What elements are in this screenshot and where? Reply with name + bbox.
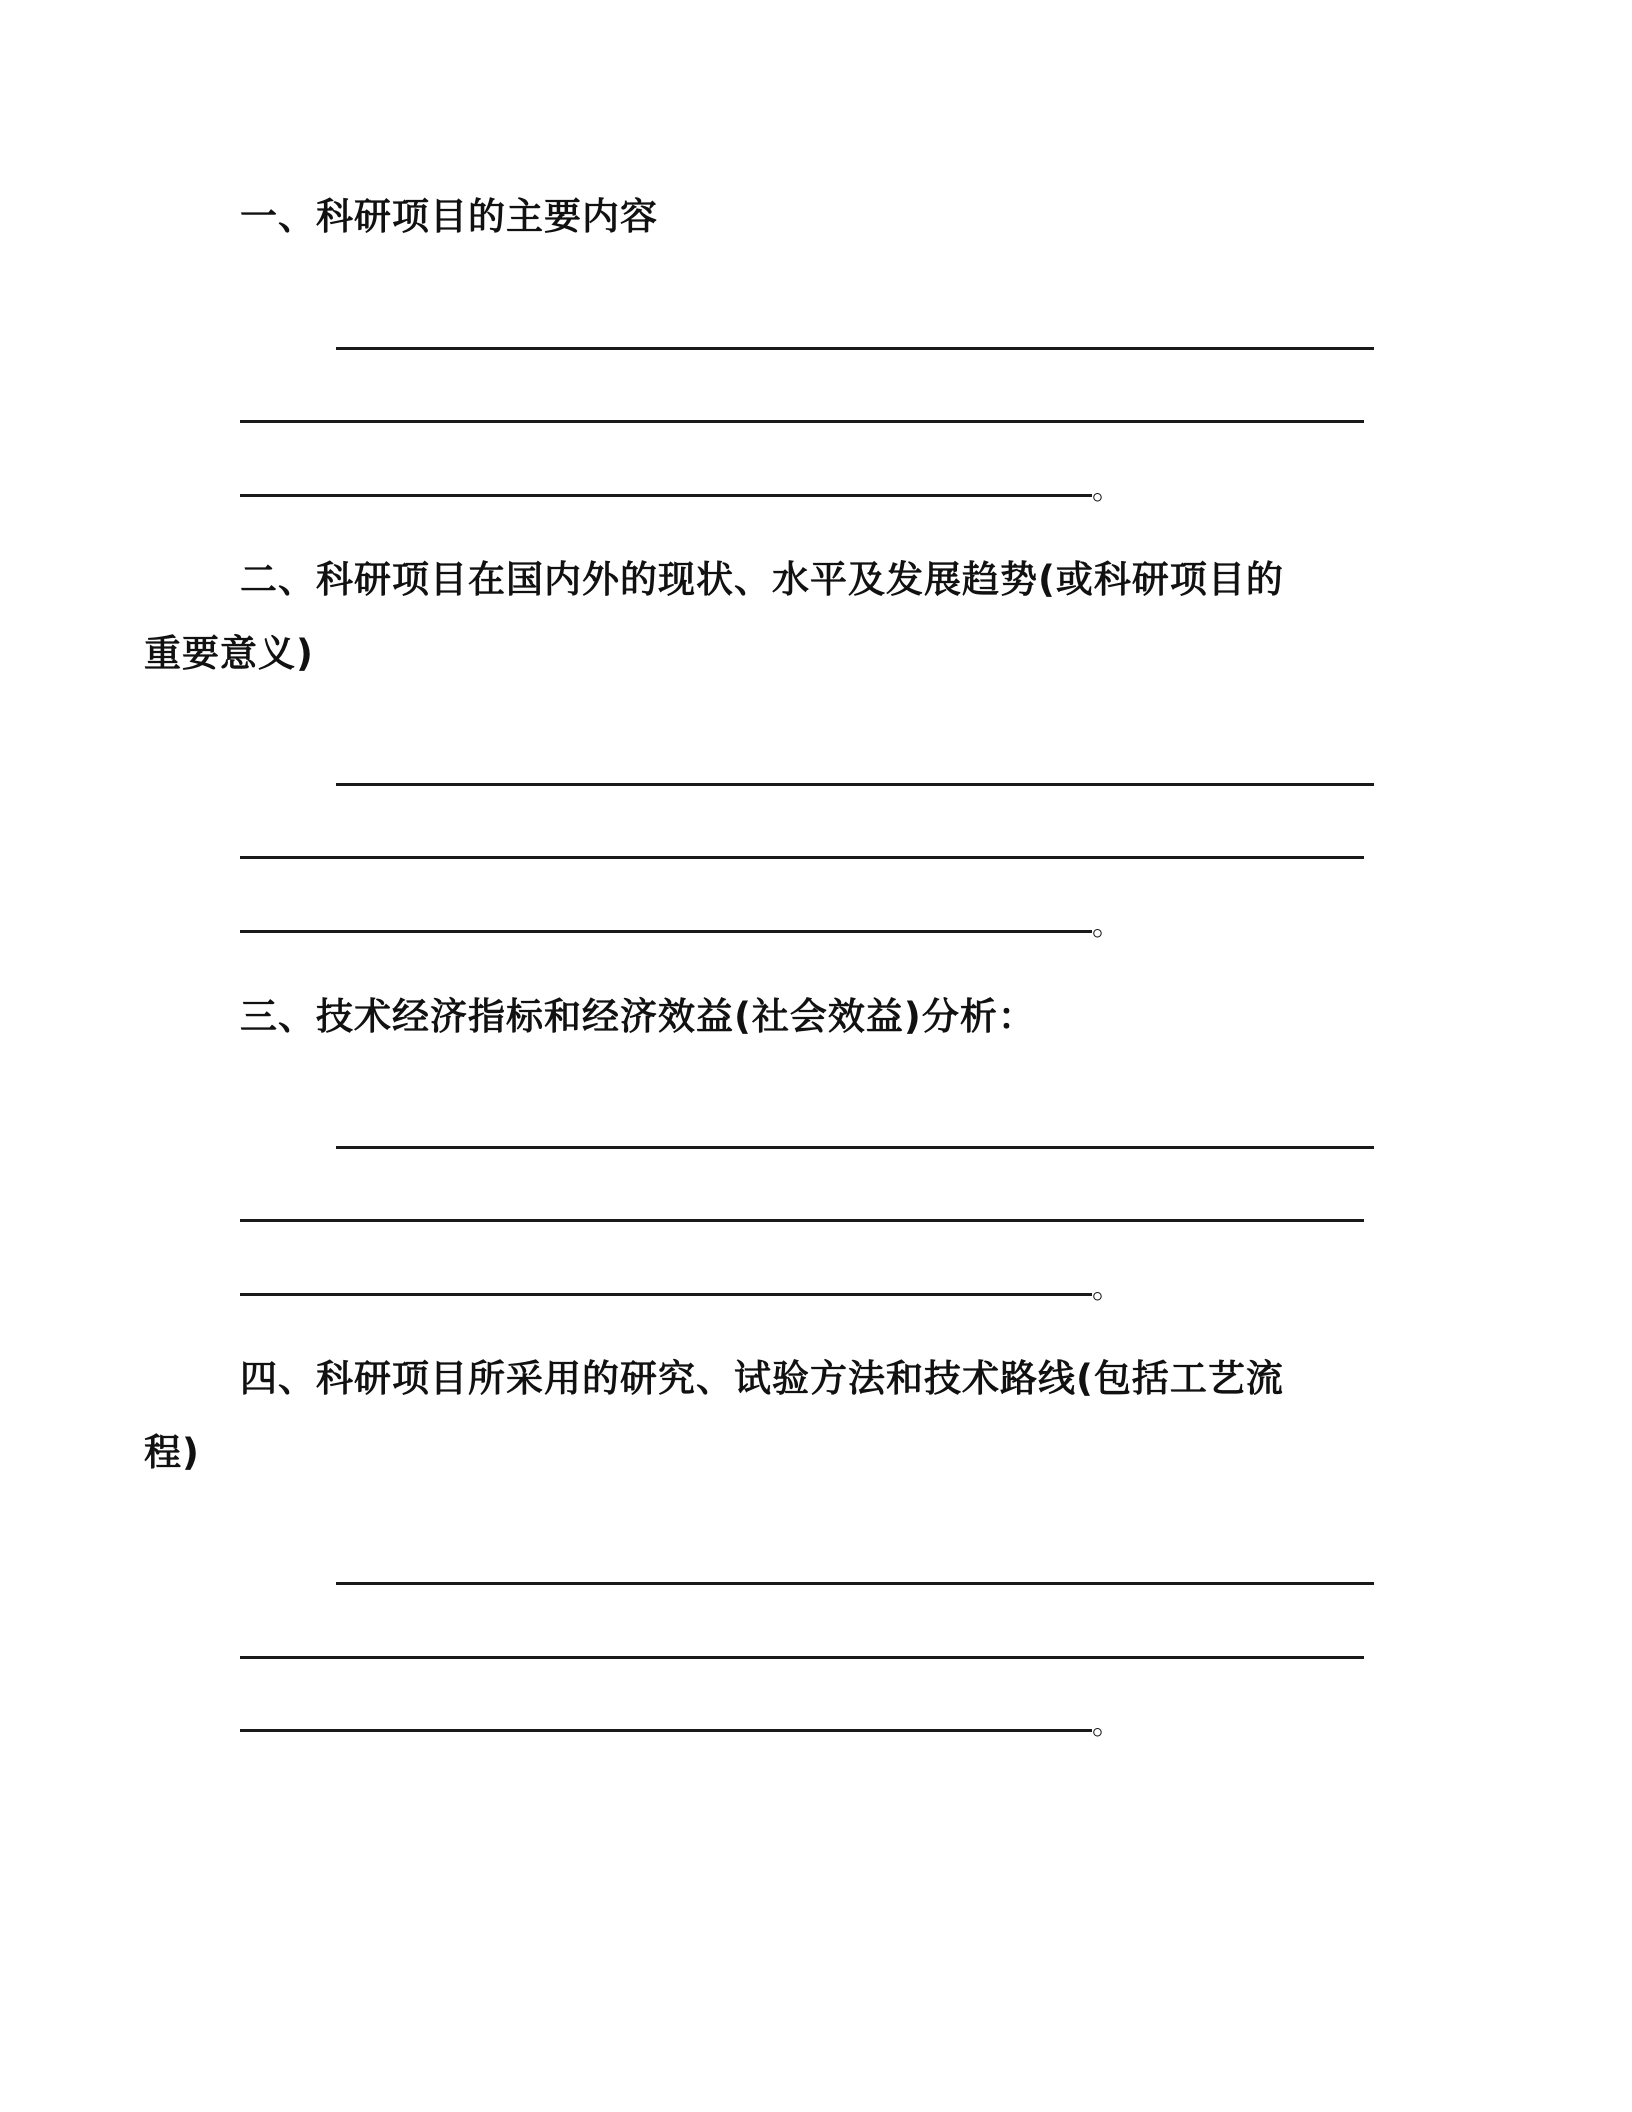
- section-2-end-period: 。: [1092, 908, 1122, 943]
- section-4-blank-line-1[interactable]: [336, 1582, 1374, 1585]
- section-1-heading-text: 一、科研项目的主要内容: [240, 195, 658, 238]
- section-2-heading: [144, 543, 1360, 691]
- section-1-end-period: 。: [1092, 472, 1122, 507]
- section-3-heading: [240, 980, 1360, 1054]
- section-2-heading-text-continued: 重要意义): [144, 632, 314, 675]
- section-2-blank-line-1[interactable]: [336, 783, 1374, 786]
- section-4-blank-line-3[interactable]: [240, 1729, 1092, 1732]
- section-4-heading: [144, 1342, 1360, 1490]
- section-3-heading-text: 三、技术经济指标和经济效益(社会效益)分析：: [240, 995, 1036, 1038]
- section-3-end-period: 。: [1092, 1271, 1122, 1306]
- section-4-heading-text-continued: 程): [144, 1431, 200, 1474]
- section-2-heading-text: 二、科研项目在国内外的现状、水平及发展趋势(或科研项目的: [240, 558, 1284, 601]
- section-4-heading-text: 四、科研项目所采用的研究、试验方法和技术路线(包括工艺流: [240, 1357, 1284, 1400]
- section-1-heading: [240, 180, 1360, 254]
- section-1-blank-line-2[interactable]: [240, 420, 1364, 423]
- section-2-blank-line-2[interactable]: [240, 856, 1364, 859]
- section-1-blank-line-3[interactable]: [240, 494, 1092, 497]
- section-1-blank-line-1[interactable]: [336, 347, 1374, 350]
- section-3-blank-line-3[interactable]: [240, 1293, 1092, 1296]
- section-3-blank-line-1[interactable]: [336, 1146, 1374, 1149]
- section-4-end-period: 。: [1092, 1707, 1122, 1742]
- section-2-blank-line-3[interactable]: [240, 930, 1092, 933]
- section-4-blank-line-2[interactable]: [240, 1656, 1364, 1659]
- section-3-blank-line-2[interactable]: [240, 1219, 1364, 1222]
